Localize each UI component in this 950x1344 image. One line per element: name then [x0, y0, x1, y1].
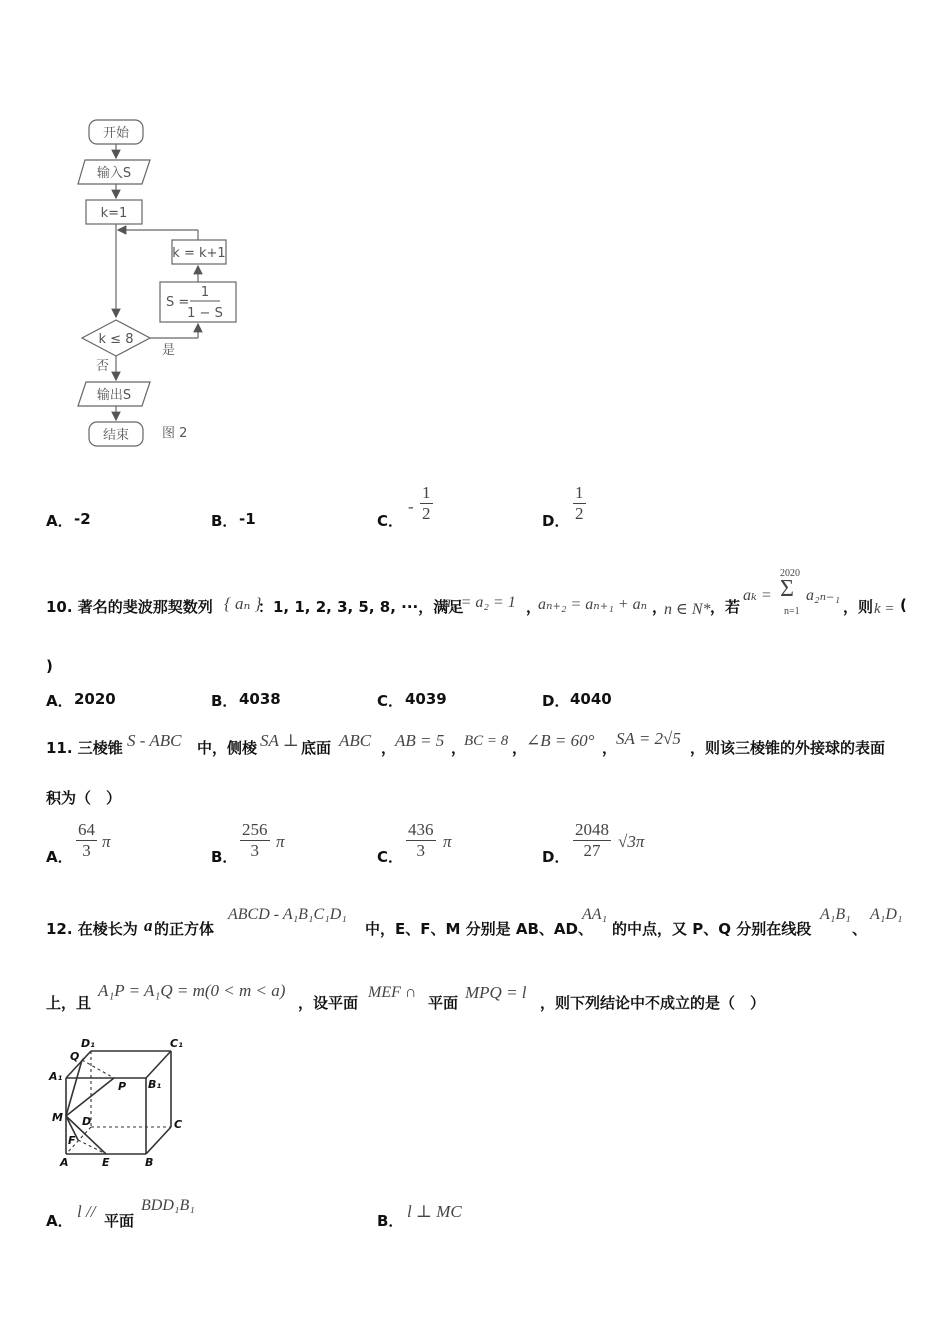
- q9-option-c-label: C．: [377, 512, 404, 530]
- q11-option-c-fraction: [406, 820, 436, 861]
- q11-perp: SA ⊥: [260, 731, 299, 750]
- cube-label-b: B: [145, 1156, 154, 1169]
- flow-init-label: k=1: [100, 206, 128, 221]
- q11-sep3: ，: [512, 739, 528, 757]
- cube-label-a1: A₁: [49, 1070, 63, 1083]
- q10-option-b-label: B．: [211, 692, 238, 710]
- flow-update-den: 1 − S: [187, 306, 223, 321]
- q9-option-a-value: -2: [74, 510, 91, 528]
- q12-mpq: MPQ = l: [465, 983, 527, 1002]
- q10-stem-part1: 10. 著名的斐波那契数列: [46, 598, 213, 616]
- flow-input-label: 输入S: [96, 166, 132, 181]
- q12-stem-part1: 12. 在棱长为: [46, 920, 138, 938]
- cube-label-b1: B₁: [148, 1078, 162, 1091]
- q11-angle: ∠B = 60°: [526, 731, 595, 750]
- q11-c-numerator: 436: [408, 820, 434, 839]
- q10-option-b-value: 4038: [239, 690, 281, 708]
- q12-stem-part3: 中，E、F、M 分别是 AB、AD、: [365, 920, 593, 938]
- q12-cube: ABCD - A₁B₁C₁D₁: [228, 906, 347, 923]
- q10-stem-part2: ：1, 1, 2, 3, 5, 8, ···，满足: [258, 598, 464, 616]
- q9-option-d-fraction: [573, 483, 586, 524]
- q12-stem-part6: 上，且: [46, 994, 92, 1012]
- flow-end-label: 结束: [102, 428, 130, 443]
- flow-update-num: 1: [200, 285, 210, 300]
- q10-option-c-value: 4039: [405, 690, 447, 708]
- q11-b-numerator: 256: [242, 820, 268, 839]
- q10-option-d-value: 4040: [570, 690, 612, 708]
- cube-diagram: [48, 1036, 198, 1172]
- q11-sep1: ，: [381, 739, 397, 757]
- q9-option-c-sign: -: [408, 497, 414, 516]
- q12-a1d1: A₁D₁: [870, 906, 903, 923]
- q11-c-pi: π: [443, 832, 452, 851]
- q12-stem-part7: ，设平面: [298, 994, 359, 1012]
- q9-c-denominator: 2: [422, 504, 431, 523]
- q9-d-denominator: 2: [575, 504, 584, 523]
- q10-sum-upper: 2020: [780, 568, 800, 579]
- flowchart: [70, 112, 240, 452]
- q10-stem-part4: ，则: [843, 598, 874, 616]
- q11-sep2: ，: [451, 739, 467, 757]
- q12-mef: MEF ∩: [368, 984, 417, 1001]
- q11-a-denominator: 3: [82, 841, 91, 860]
- q11-d-numerator: 2048: [575, 820, 609, 839]
- cube-label-c: C: [174, 1118, 183, 1131]
- q10-sep2: ，: [652, 598, 668, 616]
- q11-c-denominator: 3: [416, 841, 425, 860]
- q11-b-denominator: 3: [250, 841, 259, 860]
- q12-aa1: AA₁: [582, 906, 608, 923]
- q12-option-a-label: A．: [46, 1212, 73, 1230]
- q10-cond1: a₁ = a₂ = 1: [443, 594, 516, 611]
- q12-option-a-math: l //: [77, 1202, 96, 1221]
- flow-increment-label: k = k+1: [172, 246, 226, 261]
- q10-option-a-value: 2020: [74, 690, 116, 708]
- q11-base: ABC: [339, 731, 372, 750]
- cube-label-d: D: [82, 1115, 92, 1128]
- q12-option-b-math: l ⊥ MC: [407, 1202, 462, 1221]
- q9-c-numerator: 1: [422, 483, 431, 502]
- flow-yes-label: 是: [162, 343, 176, 358]
- q11-sa: SA = 2√5: [616, 729, 681, 748]
- q12-option-a-text: 平面: [104, 1212, 135, 1230]
- q10-sum-symbol: Σ: [780, 576, 794, 602]
- flow-start-label: 开始: [102, 126, 130, 141]
- q11-stem-part1: 11. 三棱锥: [46, 739, 123, 757]
- q11-option-b-label: B．: [211, 848, 238, 866]
- flow-condition-label: k ≤ 8: [98, 332, 134, 347]
- q11-ab: AB = 5: [395, 731, 445, 750]
- q12-stem-part2: 的正方体: [154, 920, 215, 938]
- q10-cond2: aₙ₊₂ = aₙ₊₁ + aₙ: [538, 596, 648, 613]
- q10-sum-lhs: aₖ =: [743, 587, 772, 604]
- q11-option-a-label: A．: [46, 848, 73, 866]
- q11-option-d-label: D．: [542, 848, 570, 866]
- cube-label-d1: D₁: [81, 1037, 95, 1050]
- cube-label-a: A: [60, 1156, 69, 1169]
- cube-label-m: M: [52, 1111, 63, 1124]
- q10-cond3: n ∈ N*: [664, 601, 711, 618]
- q10-sum-term: a₂ₙ₋₁: [806, 587, 841, 604]
- cube-label-q: Q: [70, 1050, 80, 1063]
- q11-stem-part3: 底面: [301, 739, 332, 757]
- q10-paren-close: ): [46, 657, 53, 675]
- q11-d-sqrt-pi: √3π: [618, 832, 645, 851]
- q12-a1b1: A₁B₁: [820, 906, 851, 923]
- q12-stem-part9: ，则下列结论中不成立的是（ ）: [540, 994, 766, 1012]
- q9-option-a-label: A．: [46, 512, 73, 530]
- flow-update-lhs: S =: [166, 295, 190, 310]
- cube-label-p: P: [118, 1080, 127, 1093]
- q11-stem-part2: 中，侧棱: [197, 739, 258, 757]
- q12-stem-part5: 、: [852, 920, 868, 938]
- q12-stem-part8: 平面: [428, 994, 459, 1012]
- q11-stem-part5: 积为（ ）: [46, 789, 122, 807]
- q11-pyramid: S - ABC: [127, 731, 182, 750]
- q10-option-c-label: C．: [377, 692, 404, 710]
- q10-k-eq: k =: [874, 601, 895, 617]
- q10-sequence: { aₙ }: [224, 594, 262, 613]
- q11-bc: BC = 8: [464, 733, 509, 749]
- q11-sep4: ，: [602, 739, 618, 757]
- q12-edge-a: a: [144, 916, 153, 935]
- q12-condition: A₁P = A₁Q = m(0 < m < a): [98, 981, 286, 1000]
- flow-output-label: 输出S: [96, 388, 132, 403]
- q9-option-b-label: B．: [211, 512, 238, 530]
- q10-sep1: ，: [526, 598, 542, 616]
- cube-label-e: E: [102, 1156, 110, 1169]
- q9-option-b-value: -1: [239, 510, 256, 528]
- q11-option-d-fraction: [573, 820, 611, 861]
- flow-no-label: 否: [96, 359, 110, 374]
- q9-d-numerator: 1: [575, 483, 584, 502]
- q11-a-pi: π: [102, 832, 111, 851]
- q12-option-a-plane: BDD₁B₁: [141, 1197, 195, 1214]
- q11-option-c-label: C．: [377, 848, 404, 866]
- q11-option-a-fraction: [76, 820, 97, 861]
- q10-paren-open: (: [900, 596, 907, 614]
- q11-stem-part4: ，则该三棱锥的外接球的表面: [690, 739, 886, 757]
- q10-option-a-label: A．: [46, 692, 73, 710]
- q10-option-d-label: D．: [542, 692, 570, 710]
- q11-d-denominator: 27: [583, 841, 601, 860]
- q10-stem-part3: ，若: [710, 598, 741, 616]
- q11-b-pi: π: [276, 832, 285, 851]
- q10-sum-lower: n=1: [784, 606, 800, 617]
- q11-option-b-fraction: [240, 820, 270, 861]
- cube-label-c1: C₁: [170, 1037, 183, 1050]
- q12-stem-part4: 的中点，又 P、Q 分别在线段: [612, 920, 812, 938]
- cube-label-f: F: [68, 1134, 76, 1147]
- q12-option-b-label: B．: [377, 1212, 404, 1230]
- q11-a-numerator: 64: [78, 820, 95, 839]
- flow-caption: 图 2: [162, 426, 188, 441]
- q9-option-d-label: D．: [542, 512, 570, 530]
- q9-option-c-fraction: [420, 483, 433, 524]
